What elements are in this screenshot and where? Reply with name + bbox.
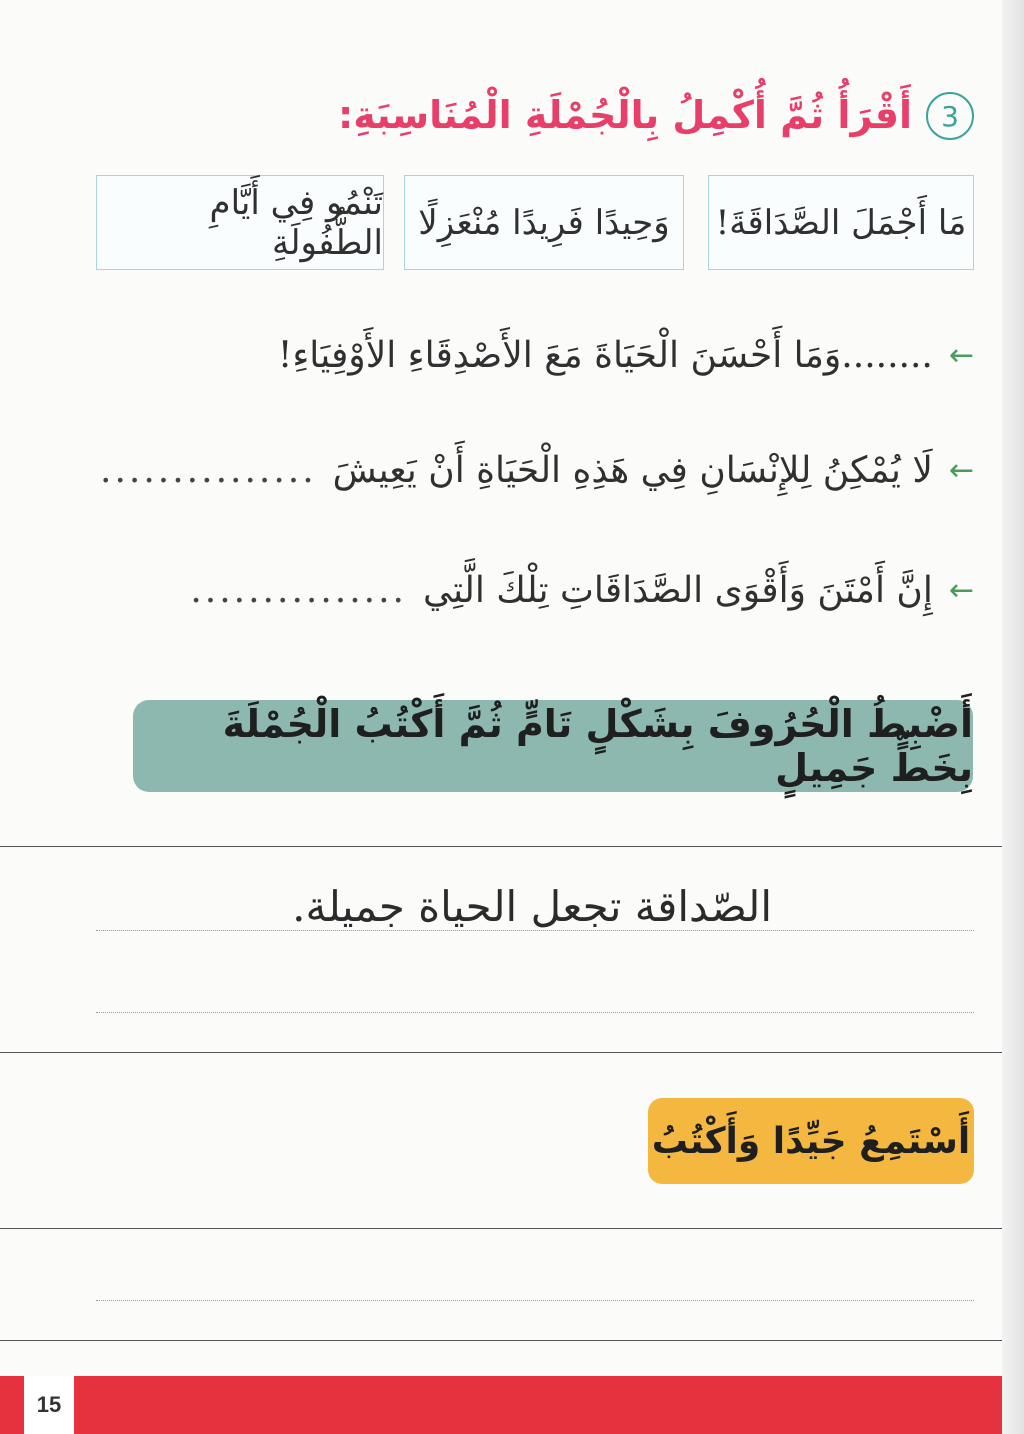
model-sentence: الصّداقة تجعل الحياة جميلة. — [292, 882, 772, 931]
writing-rule-top — [0, 846, 1002, 847]
arrow-icon: ← — [948, 453, 974, 488]
footer-bar — [74, 1376, 1002, 1434]
dotted-writing-line[interactable] — [96, 1012, 974, 1013]
arrow-icon: ← — [948, 338, 974, 373]
footer-left-accent — [0, 1376, 24, 1434]
listening-instruction-banner: أَسْتَمِعُ جَيِّدًا وَأَكْتُبُ — [648, 1098, 974, 1184]
arrow-icon: ← — [948, 573, 974, 608]
exercise-header — [338, 92, 974, 140]
dotted-baseline-1 — [96, 930, 974, 931]
sentence-text: ........وَمَا أَحْسَنَ الْحَيَاةَ مَعَ الأَصْدِقَاءِ الأَوْفِيَاءِ! — [277, 335, 933, 376]
dictation-writing-line[interactable] — [96, 1300, 974, 1301]
blank-dots[interactable]: ............... — [190, 570, 407, 611]
choice-box-3: تَنْمُو فِي أَيَّامِ الطُّفُولَةِ — [96, 175, 384, 270]
sentence-text: إِنَّ أَمْتَنَ وَأَقْوَى الصَّدَاقَاتِ تِلْكَ الَّتِي — [423, 570, 933, 611]
choice-box-2: وَحِيدًا فَرِيدًا مُنْعَزِلًا — [404, 175, 684, 270]
writing-rule-bottom — [0, 1052, 1002, 1053]
exercise-title: أَقْرَأُ ثُمَّ أُكْمِلُ بِالْجُمْلَةِ الْمُنَاسِبَةِ: — [338, 93, 912, 138]
dictation-rule-bottom — [0, 1340, 1002, 1341]
completion-sentence-3 — [190, 570, 974, 611]
completion-sentence-1 — [278, 335, 974, 376]
page-number: 15 — [24, 1376, 74, 1434]
dictation-rule-top — [0, 1228, 1002, 1229]
page-spine-shadow — [1002, 0, 1024, 1434]
choice-box-1: مَا أَجْمَلَ الصَّدَاقَةَ! — [708, 175, 974, 270]
exercise-number-circle: 3 — [926, 92, 974, 140]
writing-instruction-banner: أَضْبِطُ الْحُرُوفَ بِشَكْلٍ تَامٍّ ثُمَّ أَكْتُبُ الْجُمْلَةَ بِخَطٍّ جَمِيلٍ — [133, 700, 973, 792]
completion-sentence-2 — [100, 450, 974, 491]
sentence-text: لَا يُمْكِنُ لِلإِنْسَانِ فِي هَذِهِ الْحَيَاةِ أَنْ يَعِيشَ — [332, 450, 933, 491]
blank-dots[interactable]: ............... — [100, 450, 317, 491]
